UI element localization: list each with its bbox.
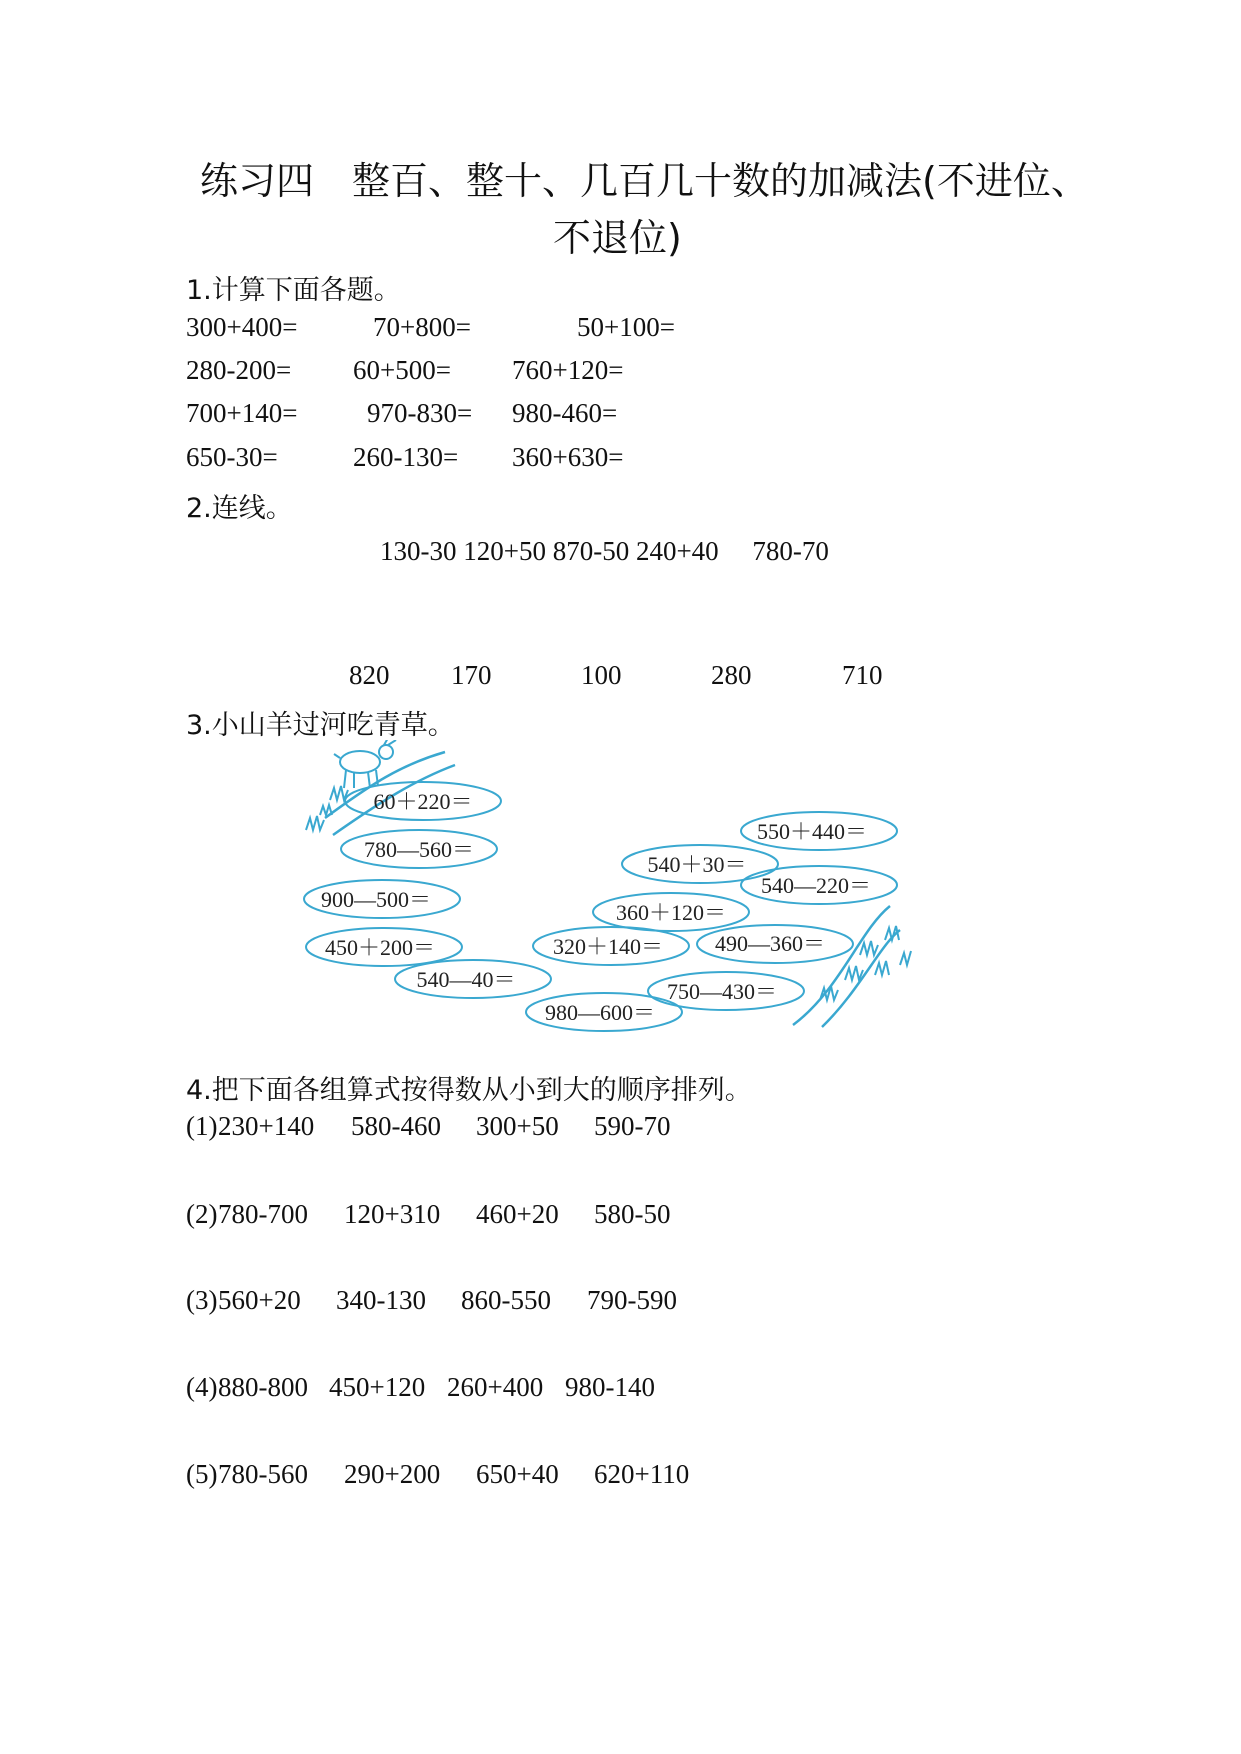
stone <box>341 830 497 868</box>
stone-label: 900—500＝ <box>320 887 432 912</box>
group-item: 860-550 <box>461 1285 551 1315</box>
stone <box>306 928 462 966</box>
problem: 760+120= <box>512 355 624 385</box>
grass-icon <box>306 786 348 830</box>
group-item: 580-50 <box>594 1199 671 1229</box>
stone-label: 540＋30＝ <box>647 852 747 877</box>
problem: 360+630= <box>512 442 624 472</box>
stone-label: 980—600＝ <box>544 1000 656 1025</box>
problem: 980-460= <box>512 398 618 428</box>
stone-label: 60＋220＝ <box>373 789 473 814</box>
stone <box>622 845 778 883</box>
problem: 260-130= <box>353 442 459 472</box>
problem: 650-30= <box>186 442 278 472</box>
group-item: 260+400 <box>447 1372 544 1402</box>
group-label: (2) <box>186 1199 218 1229</box>
matching-expressions: 130-30 120+50 870-50 240+40 780-70 <box>380 536 829 566</box>
page-title-line1: 练习四 整百、整十、几百几十数的加减法(不进位、 <box>200 159 1089 203</box>
stone <box>648 972 804 1010</box>
stone <box>533 927 689 965</box>
group-item: 590-70 <box>594 1111 671 1141</box>
group-item: 620+110 <box>594 1459 690 1489</box>
section2-heading: 2.连线。 <box>186 493 293 524</box>
stone <box>345 782 501 820</box>
stone-label: 780—560＝ <box>363 837 475 862</box>
stone-label: 360＋120＝ <box>615 900 727 925</box>
problem: 970-830= <box>367 398 473 428</box>
stone <box>741 812 897 850</box>
stone <box>526 993 682 1031</box>
grass-icon <box>820 926 911 1000</box>
group-item: 450+120 <box>329 1372 426 1402</box>
section4-heading: 4.把下面各组算式按得数从小到大的顺序排列。 <box>186 1075 752 1106</box>
stone-label: 550＋440＝ <box>756 819 868 844</box>
problem: 280-200= <box>186 355 292 385</box>
group-item: 580-460 <box>351 1111 441 1141</box>
group-label: (5) <box>186 1459 218 1489</box>
group-item: 780-560 <box>218 1459 308 1489</box>
group-item: 980-140 <box>565 1372 655 1402</box>
group-label: (3) <box>186 1285 218 1315</box>
group-item: 650+40 <box>476 1459 559 1489</box>
group-item: 300+50 <box>476 1111 559 1141</box>
stone <box>593 893 749 931</box>
stone-label: 540—40＝ <box>416 967 516 992</box>
river-illustration <box>300 740 940 1040</box>
problem: 700+140= <box>186 398 298 428</box>
answer-item: 100 <box>581 660 622 690</box>
stone <box>395 960 551 998</box>
group-item: 460+20 <box>476 1199 559 1229</box>
problem: 300+400= <box>186 312 298 342</box>
group-item: 120+310 <box>344 1199 441 1229</box>
problem: 50+100= <box>577 312 675 342</box>
group-item: 340-130 <box>336 1285 426 1315</box>
problem: 70+800= <box>373 312 471 342</box>
stone <box>741 866 897 904</box>
stone-label: 320＋140＝ <box>552 934 664 959</box>
group-item: 230+140 <box>218 1111 315 1141</box>
stone-label: 450＋200＝ <box>324 935 436 960</box>
problem: 60+500= <box>353 355 451 385</box>
group-item: 780-700 <box>218 1199 308 1229</box>
group-item: 290+200 <box>344 1459 441 1489</box>
stone <box>304 880 460 918</box>
group-item: 560+20 <box>218 1285 301 1315</box>
stone <box>697 925 853 963</box>
answer-item: 280 <box>711 660 752 690</box>
stone-label: 540—220＝ <box>760 873 872 898</box>
goat-icon <box>334 740 396 788</box>
group-label: (1) <box>186 1111 218 1141</box>
group-label: (4) <box>186 1372 218 1402</box>
answer-item: 820 <box>349 660 390 690</box>
section3-heading: 3.小山羊过河吃青草。 <box>186 710 455 741</box>
stone-label: 490—360＝ <box>714 931 826 956</box>
answer-item: 710 <box>842 660 883 690</box>
section1-heading: 1.计算下面各题。 <box>186 275 401 306</box>
group-item: 880-800 <box>218 1372 308 1402</box>
stone-label: 750—430＝ <box>666 979 778 1004</box>
page-title-line2: 不退位) <box>553 216 682 260</box>
group-item: 790-590 <box>587 1285 677 1315</box>
answer-item: 170 <box>451 660 492 690</box>
